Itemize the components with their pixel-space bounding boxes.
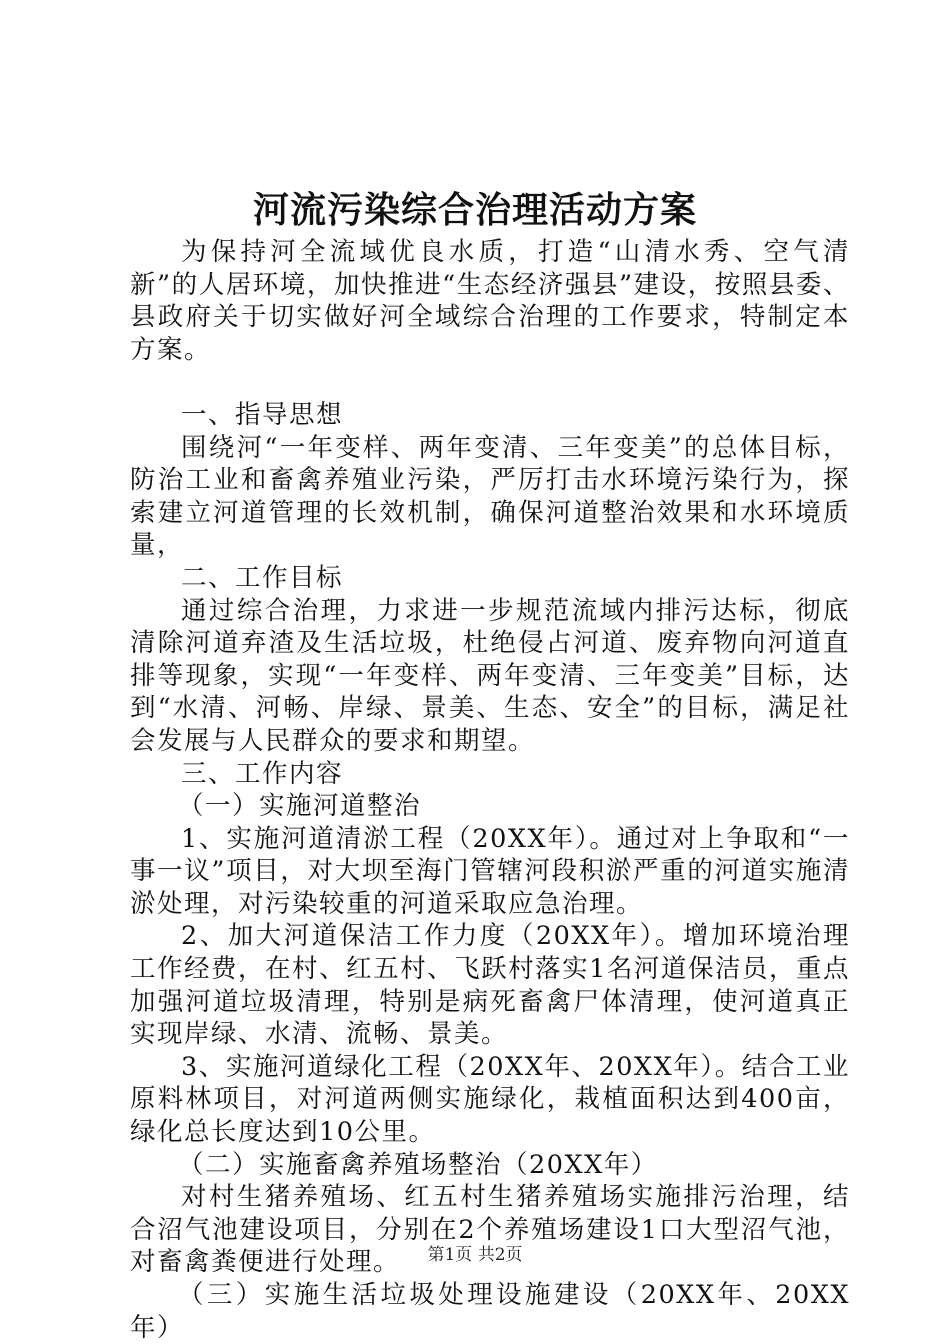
item-dredging-paragraph: 1、实施河道清淤工程（20XX年）。通过对上争取和“一事一议”项目，对大坝至海门管辖河段积淤严重的河道实施清淤处理，对污染较重的河道采取应急治理。: [130, 823, 850, 919]
section-heading-guiding-thought: 一、指导思想: [181, 399, 344, 430]
section-heading-work-content: 三、工作内容: [181, 758, 344, 789]
guiding-thought-paragraph: 围绕河“一年变样、两年变清、三年变美”的总体目标，防治工业和畜禽养殖业污染，严厉打击水环境污染行为，探索建立河道管理的长效机制，确保河道整治效果和水环境质量，: [130, 432, 850, 561]
subsection-heading-waste-facilities: （三）实施生活垃圾处理设施建设（20XX年、20XX年）: [130, 1280, 850, 1343]
livestock-paragraph: 对村生猪养殖场、红五村生猪养殖场实施排污治理，结合沼气池建设项目，分别在2个养殖场建设1口大型沼气池，对畜禽粪便进行处理。: [130, 1182, 850, 1278]
section-heading-work-goals: 二、工作目标: [181, 562, 344, 593]
page-title: 河流污染综合治理活动方案: [252, 189, 697, 231]
work-goals-paragraph: 通过综合治理，力求进一步规范流域内排污达标，彻底清除河道弃渣及生活垃圾，杜绝侵占河道、废弃物向河道直排等现象，实现“一年变样、两年变清、三年变美”目标，达到“水清、河畅、岸绿、景美、生态、安全”的目标，满足社会发展与人民群众的要求和期望。: [130, 595, 850, 756]
subsection-heading-river-remediation: （一）实施河道整治: [178, 791, 422, 822]
page-footer: 第1页 共2页: [427, 1245, 523, 1265]
subsection-heading-livestock-remediation: （二）实施畜禽养殖场整治（20XX年）: [178, 1149, 658, 1180]
item-greening-paragraph: 3、实施河道绿化工程（20XX年、20XX年）。结合工业原料林项目，对河道两侧实施绿化，栽植面积达到400亩，绿化总长度达到10公里。: [130, 1051, 850, 1148]
item-cleaning-paragraph: 2、加大河道保洁工作力度（20XX年）。增加环境治理工作经费，在村、红五村、飞跃村落实1名河道保洁员，重点加强河道垃圾清理，特别是病死畜禽尸体清理，使河道真正实现岸绿、水清、流畅、景美。: [130, 921, 850, 1050]
intro-paragraph: 为保持河全流域优良水质，打造“山清水秀、空气清新”的人居环境，加快推进“生态经济强县”建设，按照县委、县政府关于切实做好河全域综合治理的工作要求，特制定本方案。: [130, 237, 850, 365]
document-body: [130, 236, 850, 1344]
